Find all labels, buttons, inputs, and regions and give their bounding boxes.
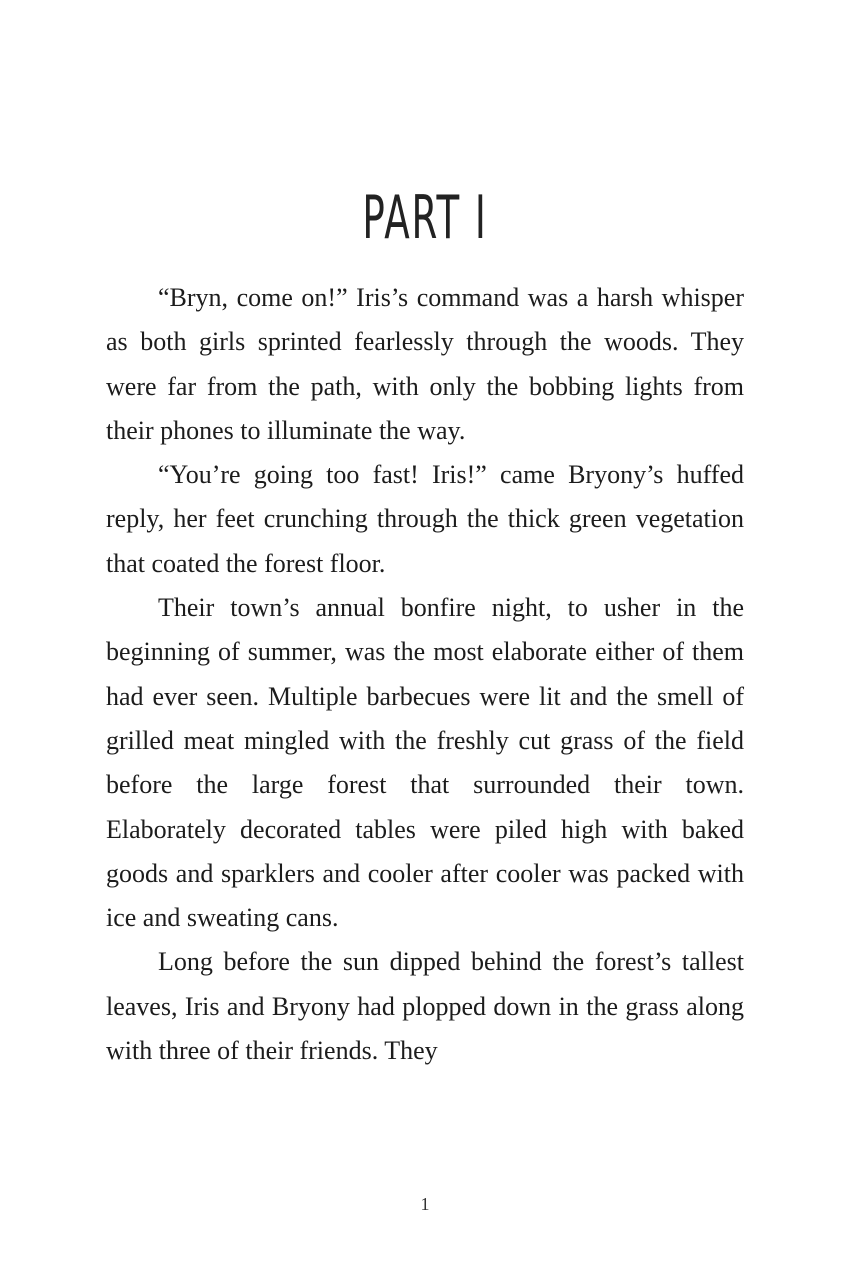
paragraph-2: “You’re going too fast! Iris!” came Bryony’s huffed reply, her feet crunching through the thick green vegetation that coated the forest floor. xyxy=(106,460,744,578)
page-number: 1 xyxy=(420,1194,430,1214)
paragraph-3: Their town’s annual bonfire night, to usher in the beginning of summer, was the most elaborate either of them had ever seen. Multiple barbecues were lit and the smell of grilled meat mingled with the freshly cut grass of the field before the large forest that surrounded their town. Elaborately decorated tables were piled high with baked goods and sparklers and cooler after cooler was packed with ice and sweating cans. xyxy=(106,593,744,933)
body-text xyxy=(106,276,744,1073)
paragraph-1: “Bryn, come on!” Iris’s command was a harsh whisper as both girls sprinted fearlessly through the woods. They were far from the path, with only the bobbing lights from their phones to illuminate the way. xyxy=(106,283,744,445)
part-title: PART I xyxy=(362,183,488,254)
paragraph-4: Long before the sun dipped behind the forest’s tallest leaves, Iris and Bryony had plopped down in the grass along with three of their friends. They xyxy=(106,947,744,1066)
